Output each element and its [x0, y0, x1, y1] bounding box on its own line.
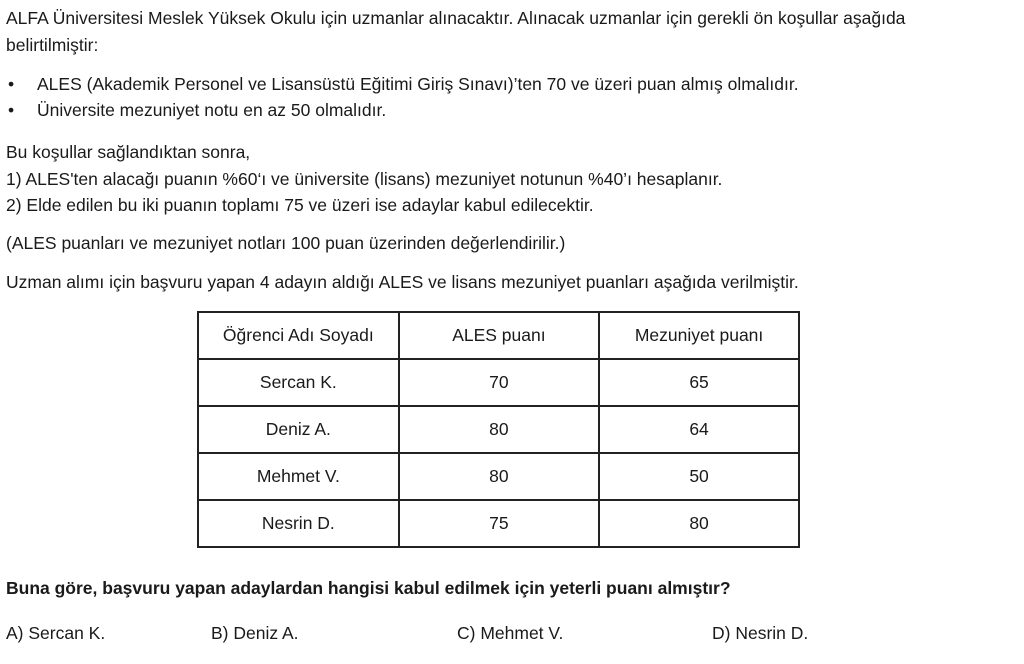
table-row — [198, 359, 799, 406]
table-row — [198, 500, 799, 547]
cell-ales: 80 — [399, 453, 599, 500]
table-intro: Uzman alımı için başvuru yapan 4 adayın aldığı ALES ve lisans mezuniyet puanları aşağıda verilmiştir. — [6, 272, 799, 292]
cell-graduation: 80 — [599, 500, 799, 547]
cell-graduation: 50 — [599, 453, 799, 500]
intro-line-2: belirtilmiştir: — [6, 35, 99, 55]
question-text: Buna göre, başvuru yapan adaylardan hangisi kabul edilmek için yeterli puanı almıştır? — [6, 578, 731, 598]
cell-name: Nesrin D. — [198, 500, 399, 547]
condition-step-2: 2) Elde edilen bu iki puanın toplamı 75 ve üzeri ise adaylar kabul edilecektir. — [6, 195, 594, 215]
conditions-lead: Bu koşullar sağlandıktan sonra, — [6, 142, 251, 162]
bullet-text: ALES (Akademik Personel ve Lisansüstü Eğitimi Giriş Sınavı)’ten 70 ve üzeri puan almış olmalıdır. — [37, 74, 799, 94]
cell-name: Sercan K. — [198, 359, 399, 406]
condition-step-1: 1) ALES'ten alacağı puanın %60‘ı ve üniversite (lisans) mezuniyet notunun %40’ı hesaplanır. — [6, 169, 723, 189]
intro-line-1: ALFA Üniversitesi Meslek Yüksek Okulu için uzmanlar alınacaktır. Alınacak uzmanlar için gerekli ön koşullar aşağıda — [6, 8, 906, 28]
answer-option-b[interactable]: B) Deniz A. — [211, 623, 299, 643]
bullet-item — [8, 99, 386, 121]
bullet-item — [8, 73, 799, 95]
answer-option-c[interactable]: C) Mehmet V. — [457, 623, 564, 643]
bullet-icon: • — [8, 100, 15, 120]
bullet-text: Üniversite mezuniyet notu en az 50 olmalıdır. — [37, 100, 387, 120]
cell-name: Deniz A. — [198, 406, 399, 453]
bullet-icon: • — [8, 74, 15, 94]
cell-graduation: 64 — [599, 406, 799, 453]
cell-ales: 80 — [399, 406, 599, 453]
table-row — [198, 406, 799, 453]
table-row — [198, 453, 799, 500]
cell-ales: 75 — [399, 500, 599, 547]
cell-graduation: 65 — [599, 359, 799, 406]
column-header-graduation: Mezuniyet puanı — [599, 312, 799, 359]
table-header-row — [198, 312, 799, 359]
column-header-ales: ALES puanı — [399, 312, 599, 359]
cell-ales: 70 — [399, 359, 599, 406]
answer-option-d[interactable]: D) Nesrin D. — [712, 623, 809, 643]
answer-option-a[interactable]: A) Sercan K. — [6, 623, 106, 643]
column-header-name: Öğrenci Adı Soyadı — [198, 312, 399, 359]
scoring-note: (ALES puanları ve mezuniyet notları 100 puan üzerinden değerlendirilir.) — [6, 233, 566, 253]
applicant-scores-table — [197, 311, 800, 548]
cell-name: Mehmet V. — [198, 453, 399, 500]
